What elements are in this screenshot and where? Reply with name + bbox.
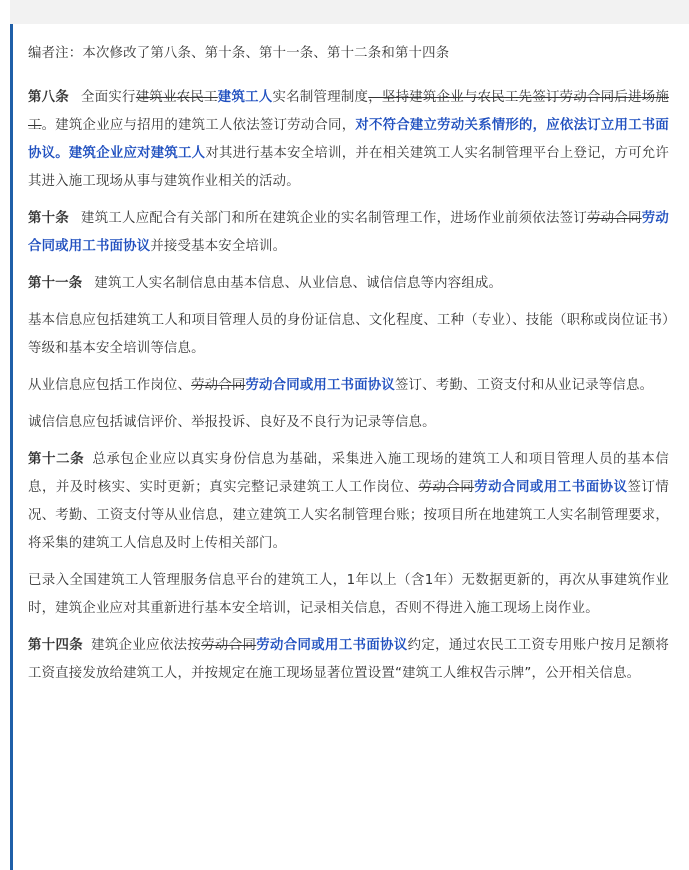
article-10-text-2: 并接受基本安全培训。 [150,239,287,254]
article-14-inserted-1: 劳动合同或用工书面协议 [256,638,408,653]
article-content [28,40,669,697]
article-8-text-4: 对其进行基本安全培训，并在相关建筑工人实名制管理平台上登记，方可允许其进入施工现场从事与建筑作业相关的活动。 [28,146,669,189]
top-header-strip [10,0,689,24]
left-accent-rule [10,24,13,870]
article-12-text-1: 总承包企业应以真实身份信息为基础，采集进入施工现场的建筑工人和项目管理人员的基本信息，并及时核实、实时更新；真实完整记录建筑工人工作岗位、 [28,452,669,495]
article-8-text-3: 。建筑企业应与招用的建筑工人依法签订劳动合同， [41,118,356,133]
article-14-deleted-1: 劳动合同 [201,638,257,653]
article-10-text-1: 建筑工人应配合有关部门和所在建筑企业的实名制管理工作，进场作业前须依法签订 [81,211,588,226]
article-12-deleted-1: 劳动合同 [418,480,475,495]
credit-info-text: 诚信信息应包括诚信评价、举报投诉、良好及不良行为记录等信息。 [28,415,436,430]
employment-info-inserted-1: 劳动合同或用工书面协议 [245,378,395,393]
article-8-text-1: 全面实行 [81,90,136,105]
article-10 [28,205,669,261]
article-14-text-1: 建筑企业应依法按 [91,638,202,653]
employment-info-text-2: 签订、考勤、工资支付和从业记录等信息。 [394,378,654,393]
article-10-label: 第十条 [28,211,70,226]
article-10-inserted-1: 劳动合同或用工书面协议 [28,211,669,254]
article-8-inserted-1: 建筑工人 [217,90,273,105]
basic-info-paragraph [28,307,669,363]
article-14-text-2: 约定，通过农民工工资专用账户按月足额将工资直接发放给建筑工人，并按规定在施工现场显著位置设置“建筑工人维权告示牌”，公开相关信息。 [28,638,669,681]
article-8 [28,84,669,196]
article-8-inserted-2: 对不符合建立劳动关系情形的，应依法订立用工书面协议。建筑企业应对建筑工人 [28,118,669,161]
basic-info-text: 基本信息应包括建筑工人和项目管理人员的身份证信息、文化程度、工种（专业）、技能（职称或岗位证书）等级和基本安全培训等信息。 [28,313,669,356]
article-12-text-2: 签订情况、考勤、工资支付等从业信息，建立建筑工人实名制管理台账；按项目所在地建筑工人实名制管理要求，将采集的建筑工人信息及时上传相关部门。 [28,480,669,551]
recorded-workers-text: 已录入全国建筑工人管理服务信息平台的建筑工人，1年以上（含1年）无数据更新的，再次从事建筑作业时，建筑企业应对其重新进行基本安全培训，记录相关信息，否则不得进入施工现场上岗作业。 [28,573,669,616]
article-11 [28,270,669,298]
employment-info-paragraph [28,372,669,400]
recorded-workers-paragraph [28,567,669,623]
employment-info-text-1: 从业信息应包括工作岗位、 [28,378,192,393]
article-12-label: 第十二条 [28,452,85,467]
article-12-inserted-1: 劳动合同或用工书面协议 [474,480,628,495]
article-12 [28,446,669,558]
employment-info-deleted-1: 劳动合同 [191,378,246,393]
article-8-text-2: 实名制管理制度 [272,90,369,105]
article-14-label: 第十四条 [28,638,84,653]
editor-note: 编者注：本次修改了第八条、第十条、第十一条、第十二条和第十四条 [28,46,450,61]
article-11-text-1: 建筑工人实名制信息由基本信息、从业信息、诚信信息等内容组成。 [94,276,503,291]
credit-info-paragraph [28,409,669,437]
article-8-deleted-1: 建筑业农民工 [135,90,218,105]
article-10-deleted-1: 劳动合同 [587,211,642,226]
article-8-label: 第八条 [28,90,70,105]
article-14 [28,632,669,688]
article-11-label: 第十一条 [28,276,83,291]
article-8-deleted-2: ，坚持建筑企业与农民工先签订劳动合同后进场施工 [28,90,669,133]
